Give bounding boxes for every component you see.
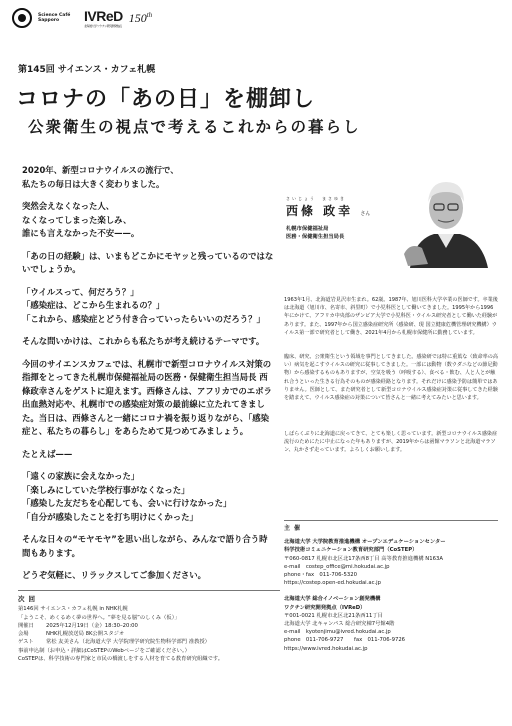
next-event-row xyxy=(18,647,280,655)
organizer-name: 北海道大学 総合イノベーション創発機構 xyxy=(284,596,381,603)
speaker-photo xyxy=(400,168,492,268)
intro-line: 「自分が感染したことを打ち明けにくかった」 xyxy=(22,511,198,522)
intro-line: そんな日々の“モヤモヤ”を思い出しながら、みんなで語り合う時間もあります。 xyxy=(22,534,268,558)
next-event-row xyxy=(18,614,280,622)
organizer-line: 北海道大学 北キャンパス 総合研究棟7号館4階 xyxy=(284,621,395,628)
next-event-heading: 次回 xyxy=(18,595,39,603)
intro-line: 「感染した友だちを心配しても、会いに行けなかった」 xyxy=(22,498,232,508)
organizer-heading: 主催 xyxy=(284,525,305,532)
intro-paragraph xyxy=(22,250,274,277)
intro-line: 2020年、新型コロナウイルスの流行で、 xyxy=(22,165,179,175)
event-number: 第145回 サイエンス・カフェ札幌 xyxy=(18,65,156,75)
page-title: コロナの「あの日」を棚卸し xyxy=(16,87,316,112)
speaker-role: 札幌市保健福祉局 医務・保健衛生担当局長 xyxy=(286,226,345,240)
organizer-block xyxy=(284,538,498,587)
speaker-name: 西條 政幸 さん xyxy=(286,204,371,218)
intro-paragraph xyxy=(22,358,274,439)
next-event-key: ゲスト xyxy=(18,639,34,646)
page-subtitle: 公衆衛生の視点で考えるこれからの暮らし xyxy=(28,118,361,136)
intro-line: 「ウイルスって、何だろう？」 xyxy=(22,286,139,297)
next-event-row xyxy=(18,638,280,646)
speaker-bio-3: しばらくぶりに北海道に戻ってきて、とても楽しく思っています。新型コロナウイルス感染症流行のためにたに中止になった年もありますが、2019年からは函館マラソンと北海道マラソン、丸かさず走っています。よろしくお願いします。 xyxy=(284,431,498,454)
intro-paragraph xyxy=(22,335,274,349)
speaker-bio-1: 1963年1月、北海道岩見沢市生まれ。62歳。1987年、旭川医科大学卒業の医師です。卒業後は北海道（旭川市、名寄市、斜里町）で小児科医として働いてきました。1995年から1996年にかけて、アフリカ中央部のザンビア大学で小児科医・ウイルス研究者として働いた経験があります。また、1997年から国立感染症研究所（感染研、現 国立健康危機管理研究機構）ウイルス第一部で研究者として働き、2021年4月から札幌市保健所に勤務しています。 xyxy=(284,297,498,336)
speaker-bio-2: 臨床、研究、公衆衛生という領域を事門としてきました。感染研では特に重篤な（致命率の高い）病気を起こすウイルスの研究に従事してきました。一部には動物（数ウダニなどの節足動物）から感染するものもありますが、空気を吸う（呼吸する）、食べる・飲む、人と人とが触れ合うといった生きる行為そのものが感染経路となります。それだけに感染予防は簡単ではありません。医師として、また研究者として新型コロナウイルス感染症対策に従事してきた経験を踏まえて、ウイルス感染症の対策について皆さんと一緒に考えてみたいと思います。 xyxy=(284,354,498,402)
organizer-section xyxy=(284,520,498,661)
intro-line: 突然会えなくなった人、 xyxy=(22,201,115,211)
intro-line: 今回のサイエンスカフェでは、札幌市で新型コロナウイルス対策の指揮をとってきた札幌市保健福祉局の医務・保健衛生担当局長 西條政幸さんをゲストに迎えます。西條さんは、アフリカでのエボラ出血熱対応や、札幌市での感染症対策の最前線に立たれてきました。当日は、西條さんと一緒にコロナ禍を振り返りながら、「感染症と、私たちの暮らし」をあらためて見つめてみましょう。 xyxy=(22,358,272,436)
intro-line: たとえば—— xyxy=(22,448,73,459)
organizer-line: 〒001-0021 札幌市北区北21条西11丁目 xyxy=(284,612,383,619)
organizer-line: e-mail costep_office@mi.hokudai.ac.jp xyxy=(284,563,390,570)
intro-line: なくなってしまった楽しみ、 xyxy=(22,214,132,225)
organizer-name: ワクチン研究開発拠点（IVReD） xyxy=(284,604,366,611)
intro-line: 「楽しみにしていた学校行事がなくなった」 xyxy=(22,484,190,495)
next-event-value: CoSTEPは、科学技術の専門家と市民の橋渡しをする人材を育てる教育研究組織です。 xyxy=(18,656,224,663)
hokudai-150-logo: 150th xyxy=(128,10,153,25)
speaker-info xyxy=(286,196,396,241)
intro-line: 「遠くの家族に会えなかった」 xyxy=(22,471,140,481)
intro-paragraph xyxy=(22,164,274,191)
science-cafe-logo-text: Science Café Sapporo xyxy=(38,13,71,23)
intro-paragraph xyxy=(22,448,274,462)
organizer-line: phone 011-706-9727 fax 011-706-9726 xyxy=(284,637,406,644)
next-event xyxy=(18,590,280,663)
science-cafe-logo-icon xyxy=(12,8,32,28)
intro-paragraph xyxy=(22,569,274,583)
next-event-value: 事前申込制（お申込・詳細はCoSTEPのWebページをご確認ください。） xyxy=(18,647,190,654)
organizer-block xyxy=(284,595,498,652)
intro-line: 私たちの毎日は大きく変わりました。 xyxy=(22,178,165,189)
organizer-line: phone・fax 011-706-5320 xyxy=(284,572,357,579)
next-event-row xyxy=(18,630,280,638)
next-event-key: 開催日 xyxy=(18,622,34,629)
intro-paragraph xyxy=(22,533,274,560)
next-event-value: NHK札幌放送局 8K公開スタジオ xyxy=(46,631,125,638)
next-event-row xyxy=(18,655,280,663)
header-logos xyxy=(12,8,152,28)
intro-text xyxy=(22,164,274,592)
intro-line: どうぞ気軽に、リラックスしてご参加ください。 xyxy=(22,570,206,580)
organizer-name: 北海道大学 大学院教育推進機構 オープンエデュケーションセンター xyxy=(284,539,446,546)
next-event-row xyxy=(18,605,280,613)
next-event-row xyxy=(18,622,280,630)
intro-line: 「あの日の経験」は、いまもどこかにモヤッと残っているのではないでしょうか。 xyxy=(22,250,274,274)
organizer-line: 〒060-0817 札幌市北区北17条西8丁目 高等教育推進機構 N163A xyxy=(284,555,444,562)
next-event-value: 2025年12月19日（金）18:30–20:00 xyxy=(46,622,138,629)
next-event-value: 常松 友美さん（北海道大学 大学院理学研究院生物科学部門 准教授） xyxy=(46,639,210,646)
intro-line: 「これから、感染症とどう付き合っていったらいいのだろう？」 xyxy=(22,313,265,324)
next-event-key: 会場 xyxy=(18,631,29,638)
ivred-logo: IVReD 北海道大学 ワクチン研究開発拠点 xyxy=(84,8,123,28)
intro-line: そんな問いかけは、これからも私たちが考え続けるテーマです。 xyxy=(22,336,265,346)
organizer-line: e-mail kyotenjimu@ivred.hokudai.ac.jp xyxy=(284,629,391,636)
intro-line: 「感染症は、どこから生まれるの？」 xyxy=(22,300,165,310)
organizer-line: https://costep.open-ed.hokudai.ac.jp xyxy=(284,580,382,587)
organizer-line: https://www.ivred.hokudai.ac.jp xyxy=(284,645,368,652)
intro-paragraph xyxy=(22,470,274,524)
intro-paragraph xyxy=(22,200,274,241)
speaker-ruby: さいじょう まさゆき xyxy=(286,196,346,201)
organizer-name: 科学技術コミュニケーション教育研究部門（CoSTEP） xyxy=(284,547,418,554)
next-event-value: 「ようこそ、めくるめく夢の世界へ。“夢を見る脳”のしくみ（仮）」 xyxy=(18,614,180,621)
next-event-value: 第146回 サイエンス・カフェ札幌 in NHK札幌 xyxy=(18,606,128,613)
intro-line: 誰にも言えなかった不安——。 xyxy=(22,228,140,238)
intro-paragraph xyxy=(22,286,274,327)
